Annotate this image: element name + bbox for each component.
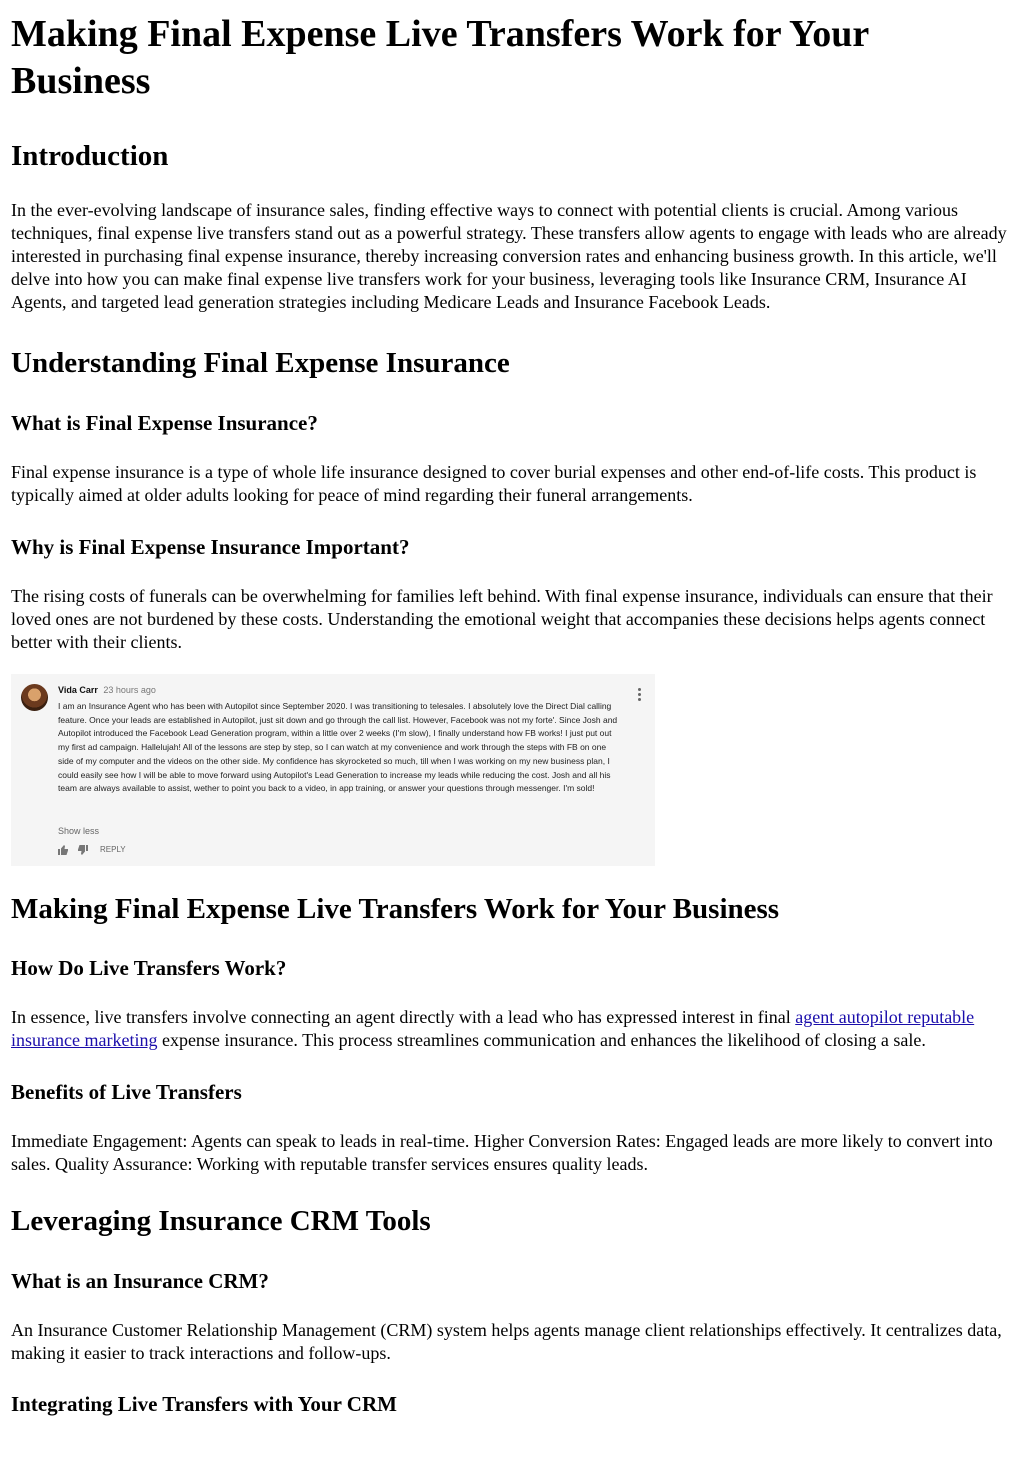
more-vert-icon[interactable] (638, 688, 641, 701)
how-live-transfers-work-paragraph: In essence, live transfers involve connecting an agent directly with a lead who has expressed interest in final agent autopilot reputable insurance marketing expense insurance. This process streamlines communication and enhances the likelihood of closing a sale. (11, 1007, 975, 1050)
why-important-paragraph: The rising costs of funerals can be overwhelming for families left behind. With final expense insurance, individuals can ensure that their loved ones are not burdened by these costs. Understanding the emotional weight that accompanies these decisions helps agents connect better with their clients. (11, 586, 993, 652)
understanding-heading: Understanding Final Expense Insurance (11, 347, 510, 379)
thumbs-up-icon[interactable] (58, 845, 69, 855)
comment-body: I am an Insurance Agent who has been with Autopilot since September 2020. I was transitioning to telesales. I absolutely love the Direct Dial calling feature. Once your leads are established in Autopilot, just sit down and go through the call list. However, Facebook was not my forte'. Since Josh and Autopilot introduced the Facebook Lead Generation program, within a little over 2 weeks (I'm slow), I finally understand how FB works! I just put out my first ad campaign. Hallelujah! All of the lessons are step by step, so I can watch at my convenience and work through the steps with FB on one side of my computer and the videos on the other side. My confidence has skyrocketed so much, till when I was working on my new business plan, I could easily see how I will be able to move forward using Autopilot's Lead Generation to increase my leads while reducing the cost. Josh and all his team are always available to assist, wether to point you back to a video, in app training, or answer your questions through messenger. I'm sold! (58, 701, 618, 794)
comment-header (58, 684, 156, 696)
avatar (21, 684, 48, 711)
what-is-crm-paragraph: An Insurance Customer Relationship Management (CRM) system helps agents manage client relationships effectively. It centralizes data, making it easier to track interactions and follow-ups. (11, 1320, 1002, 1363)
what-is-crm-heading: What is an Insurance CRM? (11, 1269, 269, 1293)
comment-author: Vida Carr (58, 685, 98, 695)
introduction-heading: Introduction (11, 140, 169, 172)
benefits-paragraph: Immediate Engagement: Agents can speak to leads in real-time. Higher Conversion Rates: Engaged leads are more likely to convert into sales. Quality Assurance: Working with reputable transfer services ensures quality leads. (11, 1131, 993, 1174)
what-is-final-expense-paragraph: Final expense insurance is a type of whole life insurance designed to cover burial expenses and other end-of-life costs. This product is typically aimed at older adults looking for peace of mind regarding their funeral arrangements. (11, 462, 977, 505)
making-heading: Making Final Expense Live Transfers Work for Your Business (11, 893, 780, 925)
crm-heading: Leveraging Insurance CRM Tools (11, 1205, 431, 1237)
integrating-heading: Integrating Live Transfers with Your CRM (11, 1392, 397, 1416)
what-is-final-expense-heading: What is Final Expense Insurance? (11, 411, 318, 435)
testimonial-comment-image (11, 674, 655, 866)
comment-actions (58, 844, 126, 856)
reply-button[interactable]: REPLY (100, 845, 126, 854)
article (0, 11, 1024, 1417)
why-important-heading: Why is Final Expense Insurance Important? (11, 535, 410, 559)
introduction-paragraph: In the ever-evolving landscape of insurance sales, finding effective ways to connect with potential clients is crucial. Among various techniques, final expense live transfers stand out as a powerful strategy. These transfers allow agents to engage with leads who are already interested in purchasing final expense insurance, thereby increasing conversion rates and enhancing business growth. In this article, we'll delve into how you can make final expense live transfers work for your business, leveraging tools like Insurance CRM, Insurance AI Agents, and targeted lead generation strategies including Medicare Leads and Insurance Facebook Leads. (11, 200, 1007, 312)
show-less-link[interactable]: Show less (58, 826, 100, 836)
page-title: Making Final Expense Live Transfers Work for Your Business (11, 13, 869, 102)
agent-autopilot-link[interactable]: agent autopilot reputable insurance marketing (11, 1007, 975, 1050)
benefits-heading: Benefits of Live Transfers (11, 1080, 242, 1104)
comment-timestamp: 23 hours ago (103, 685, 156, 695)
how-live-transfers-work-heading: How Do Live Transfers Work? (11, 956, 287, 980)
thumbs-down-icon[interactable] (77, 845, 88, 855)
